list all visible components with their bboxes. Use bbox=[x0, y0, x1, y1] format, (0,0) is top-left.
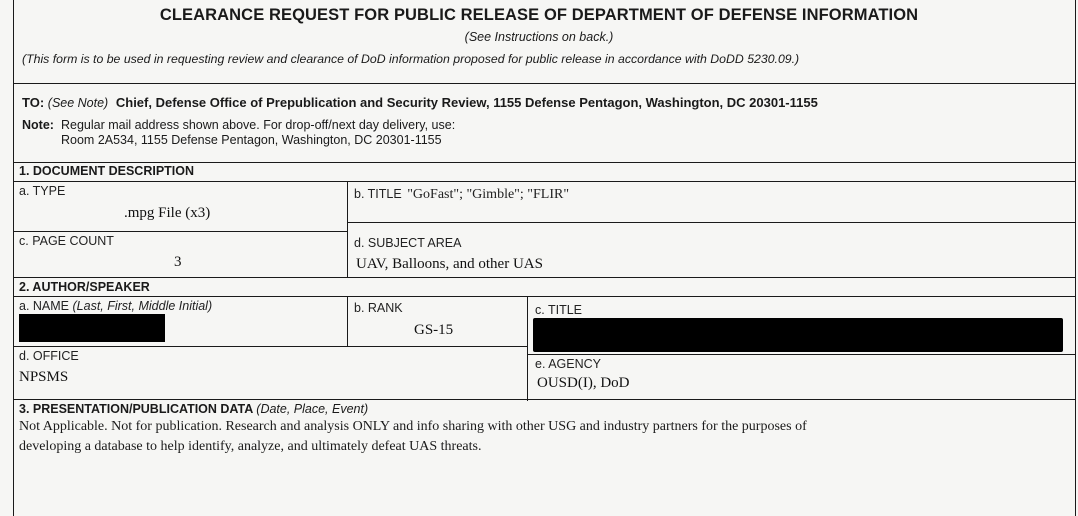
section1-heading: 1. DOCUMENT DESCRIPTION bbox=[19, 164, 195, 178]
page-count-value: 3 bbox=[174, 254, 182, 270]
redacted-name bbox=[19, 314, 165, 342]
to-address: Chief, Defense Office of Prepublication and Security Review, 1155 Defense Pentagon, Washington, DC 20301-1155 bbox=[115, 95, 818, 110]
office-value: NPSMS bbox=[19, 369, 69, 385]
note-line2: Room 2A534, 1155 Defense Pentagon, Washington, DC 20301-1155 bbox=[61, 133, 442, 147]
agency-label: e. AGENCY bbox=[535, 357, 601, 371]
section3-heading-row bbox=[19, 402, 368, 416]
rule-title-bottom bbox=[347, 222, 1076, 223]
type-value: .mpg File (x3) bbox=[124, 205, 211, 221]
doc-title-label: b. TITLE bbox=[354, 187, 402, 201]
to-note-ref: (See Note) bbox=[47, 96, 109, 110]
name-label: a. NAME bbox=[19, 299, 70, 313]
redacted-title bbox=[533, 318, 1063, 352]
name-field bbox=[19, 299, 212, 313]
form-purpose: (This form is to be used in requesting review and clearance of DoD information proposed for public release in accordance with DoDD 5230.09.) bbox=[22, 52, 800, 66]
rule-type-bottom bbox=[13, 231, 347, 232]
rule-sec2-head bbox=[13, 296, 1076, 297]
rule-top bbox=[13, 83, 1076, 84]
subject-label: d. SUBJECT AREA bbox=[354, 236, 462, 250]
rank-label: b. RANK bbox=[354, 301, 403, 315]
doc-title-value: "GoFast"; "Gimble"; "FLIR" bbox=[407, 187, 570, 202]
note-label: Note: bbox=[22, 118, 54, 132]
section3-line2: developing a database to help identify, analyze, and ultimately defeat UAS threats. bbox=[19, 439, 482, 454]
divider-rank-title bbox=[527, 296, 528, 401]
rule-row2-bottom bbox=[13, 346, 527, 347]
frame-left bbox=[13, 0, 14, 516]
subject-value: UAV, Balloons, and other UAS bbox=[356, 256, 543, 272]
title-field-label: c. TITLE bbox=[535, 303, 583, 317]
type-label: a. TYPE bbox=[19, 184, 66, 198]
rule-sec1-top bbox=[13, 162, 1076, 163]
agency-value: OUSD(I), DoD bbox=[537, 375, 630, 391]
rule-sec3-top bbox=[13, 399, 1076, 400]
rule-sec1-head bbox=[13, 181, 1076, 182]
page-count-label: c. PAGE COUNT bbox=[19, 234, 114, 248]
section3-hint: (Date, Place, Event) bbox=[256, 402, 369, 416]
frame-right bbox=[1075, 0, 1076, 516]
section3-line1: Not Applicable. Not for publication. Research and analysis ONLY and info sharing with other USG and industry partners for the purposes of bbox=[19, 419, 807, 434]
section3-heading: 3. PRESENTATION/PUBLICATION DATA bbox=[19, 402, 253, 416]
note-line1: Regular mail address shown above. For drop-off/next day delivery, use: bbox=[61, 118, 456, 132]
divider-name-rank bbox=[347, 296, 348, 346]
form-title: CLEARANCE REQUEST FOR PUBLIC RELEASE OF DEPARTMENT OF DEFENSE INFORMATION bbox=[159, 6, 919, 24]
rank-value: GS-15 bbox=[414, 322, 454, 338]
section2-heading: 2. AUTHOR/SPEAKER bbox=[19, 280, 150, 294]
rule-sec2-top bbox=[13, 277, 1076, 278]
office-label: d. OFFICE bbox=[19, 349, 79, 363]
rule-title-cell-bottom bbox=[527, 354, 1076, 355]
name-hint: (Last, First, Middle Initial) bbox=[72, 299, 213, 313]
to-label: TO: bbox=[22, 95, 45, 110]
title-label bbox=[354, 187, 569, 203]
form-subtitle: (See Instructions on back.) bbox=[464, 30, 614, 44]
to-line bbox=[22, 95, 818, 110]
divider-sec1 bbox=[347, 181, 348, 277]
